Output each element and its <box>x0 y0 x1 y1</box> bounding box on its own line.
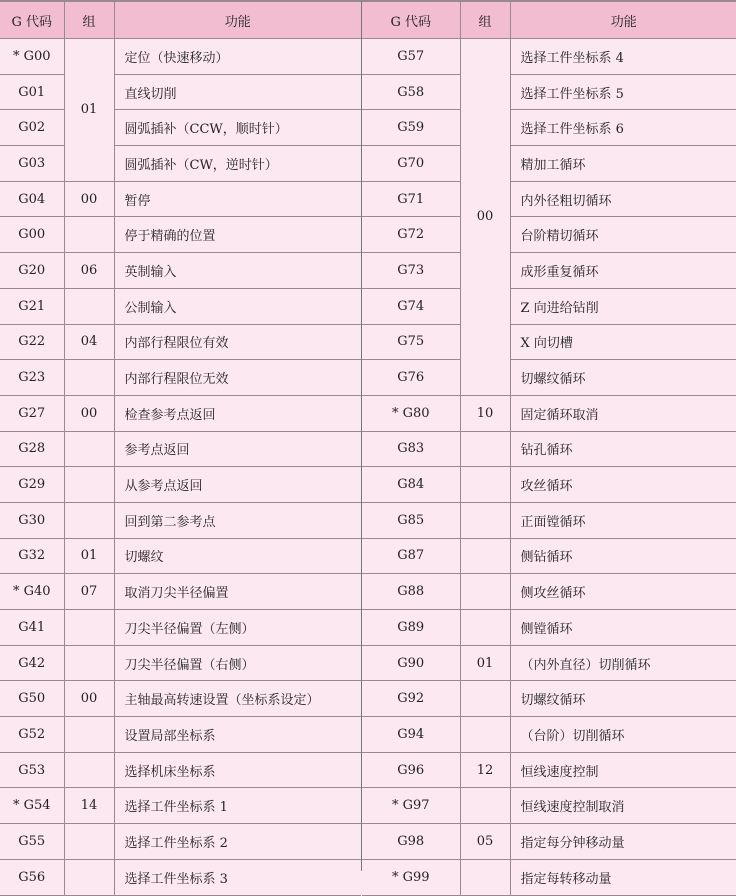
table-row <box>0 574 361 610</box>
g-code-cell: G87 <box>362 538 460 574</box>
table-row <box>362 610 736 646</box>
g-code-cell: * G54 <box>0 788 64 824</box>
table-row <box>0 39 361 75</box>
table-row <box>362 324 736 360</box>
group-cell <box>460 681 510 717</box>
table-row <box>0 324 361 360</box>
g-code-cell: G41 <box>0 610 64 646</box>
table-row <box>0 360 361 396</box>
function-cell: 参考点返回 <box>114 431 361 467</box>
g-code-cell: G59 <box>362 110 460 146</box>
table-row <box>362 859 736 895</box>
group-cell <box>64 824 114 860</box>
g-code-cell: G92 <box>362 681 460 717</box>
g-code-cell: G04 <box>0 181 64 217</box>
table-row <box>0 859 361 895</box>
group-cell <box>64 288 114 324</box>
group-cell <box>64 217 114 253</box>
table-row <box>362 574 736 610</box>
g-code-cell: G23 <box>0 360 64 396</box>
function-cell: 停于精确的位置 <box>114 217 361 253</box>
group-cell: 00 <box>64 395 114 431</box>
function-cell: （台阶）切削循环 <box>510 717 736 753</box>
group-cell: 00 <box>460 39 510 396</box>
g-code-cell: G32 <box>0 538 64 574</box>
function-cell: 直线切削 <box>114 74 361 110</box>
function-cell: 台阶精切循环 <box>510 217 736 253</box>
function-cell: 侧钻循环 <box>510 538 736 574</box>
function-cell: 取消刀尖半径偏置 <box>114 574 361 610</box>
function-cell: 固定循环取消 <box>510 395 736 431</box>
g-code-cell: G00 <box>0 217 64 253</box>
g-code-cell: G28 <box>0 431 64 467</box>
g-code-cell: G52 <box>0 717 64 753</box>
function-cell: 内部行程限位无效 <box>114 360 361 396</box>
group-cell <box>460 574 510 610</box>
g-code-cell: G58 <box>362 74 460 110</box>
g-code-cell: G70 <box>362 146 460 182</box>
group-cell: 01 <box>64 39 114 182</box>
g-code-cell: * G99 <box>362 859 460 895</box>
g-code-cell: G89 <box>362 610 460 646</box>
function-cell: 恒线速度控制 <box>510 752 736 788</box>
group-cell <box>460 538 510 574</box>
g-code-cell: G03 <box>0 146 64 182</box>
table-row <box>0 74 361 110</box>
group-cell: 01 <box>64 538 114 574</box>
group-cell <box>460 431 510 467</box>
table-row <box>362 467 736 503</box>
table-row <box>362 39 736 75</box>
table-row <box>362 824 736 860</box>
group-cell <box>64 467 114 503</box>
function-cell: 从参考点返回 <box>114 467 361 503</box>
table-row <box>0 110 361 146</box>
group-cell: 12 <box>460 752 510 788</box>
table-row <box>0 181 361 217</box>
g-code-cell: G76 <box>362 360 460 396</box>
function-cell: Z 向进给钻削 <box>510 288 736 324</box>
group-cell: 14 <box>64 788 114 824</box>
g-code-cell: G30 <box>0 502 64 538</box>
g-code-cell: G85 <box>362 502 460 538</box>
table-row <box>0 538 361 574</box>
function-cell: 切螺纹 <box>114 538 361 574</box>
g-code-cell: G20 <box>0 253 64 289</box>
table-row <box>0 752 361 788</box>
function-cell: （内外直径）切削循环 <box>510 645 736 681</box>
table-row <box>362 146 736 182</box>
table-row <box>0 146 361 182</box>
table-row <box>0 788 361 824</box>
g-code-cell: G42 <box>0 645 64 681</box>
function-cell: 选择工件坐标系 1 <box>114 788 361 824</box>
g-code-cell: G71 <box>362 181 460 217</box>
table-row <box>362 538 736 574</box>
function-cell: 选择工件坐标系 4 <box>510 39 736 75</box>
function-cell: 内外径粗切循环 <box>510 181 736 217</box>
table-row <box>362 110 736 146</box>
g-code-cell: G01 <box>0 74 64 110</box>
function-cell: 指定每分钟移动量 <box>510 824 736 860</box>
table-row <box>0 502 361 538</box>
g-code-cell: * G97 <box>362 788 460 824</box>
g-code-cell: G02 <box>0 110 64 146</box>
table-row <box>362 717 736 753</box>
function-cell: X 向切槽 <box>510 324 736 360</box>
group-cell: 00 <box>64 181 114 217</box>
table-row <box>0 217 361 253</box>
group-cell <box>64 859 114 895</box>
function-cell: 切螺纹循环 <box>510 360 736 396</box>
group-cell <box>64 717 114 753</box>
group-cell: 05 <box>460 824 510 860</box>
table-row <box>362 681 736 717</box>
g-code-cell: G73 <box>362 253 460 289</box>
group-cell <box>460 467 510 503</box>
function-cell: 攻丝循环 <box>510 467 736 503</box>
g-code-cell: G72 <box>362 217 460 253</box>
table-row <box>0 645 361 681</box>
table-row <box>362 288 736 324</box>
table-row <box>0 717 361 753</box>
table-row <box>362 431 736 467</box>
g-code-cell: G22 <box>0 324 64 360</box>
table-row <box>0 610 361 646</box>
group-cell: 07 <box>64 574 114 610</box>
table-row <box>0 824 361 860</box>
function-cell: 成形重复循环 <box>510 253 736 289</box>
function-cell: 选择工件坐标系 6 <box>510 110 736 146</box>
function-cell: 精加工循环 <box>510 146 736 182</box>
function-cell: 钻孔循环 <box>510 431 736 467</box>
g-code-cell: G90 <box>362 645 460 681</box>
g-code-cell: G88 <box>362 574 460 610</box>
g-code-cell: G75 <box>362 324 460 360</box>
g-code-cell: G21 <box>0 288 64 324</box>
g-code-cell: * G00 <box>0 39 64 75</box>
group-cell <box>64 610 114 646</box>
left-table-panel <box>0 1 361 887</box>
function-cell: 刀尖半径偏置（左侧） <box>114 610 361 646</box>
function-cell: 指定每转移动量 <box>510 859 736 895</box>
function-cell: 侧攻丝循环 <box>510 574 736 610</box>
group-cell: 00 <box>64 681 114 717</box>
group-cell: 04 <box>64 324 114 360</box>
table-row <box>362 395 736 431</box>
g-code-cell: G83 <box>362 431 460 467</box>
table-row <box>0 395 361 431</box>
g-code-cell: G84 <box>362 467 460 503</box>
g-code-cell: G27 <box>0 395 64 431</box>
function-cell: 公制输入 <box>114 288 361 324</box>
group-cell <box>64 360 114 396</box>
header-group: 组 <box>64 2 114 39</box>
g-code-cell: G98 <box>362 824 460 860</box>
group-cell <box>460 502 510 538</box>
g-code-cell: G94 <box>362 717 460 753</box>
function-cell: 回到第二参考点 <box>114 502 361 538</box>
function-cell: 选择机床坐标系 <box>114 752 361 788</box>
table-row <box>0 467 361 503</box>
header-group: 组 <box>460 2 510 39</box>
group-cell <box>460 859 510 895</box>
function-cell: 检查参考点返回 <box>114 395 361 431</box>
function-cell: 设置局部坐标系 <box>114 717 361 753</box>
table-row <box>0 288 361 324</box>
group-cell: 06 <box>64 253 114 289</box>
group-cell <box>64 645 114 681</box>
g-code-cell: G56 <box>0 859 64 895</box>
function-cell: 暂停 <box>114 181 361 217</box>
g-code-cell: G74 <box>362 288 460 324</box>
function-cell: 切螺纹循环 <box>510 681 736 717</box>
group-cell <box>64 431 114 467</box>
right-table-panel <box>361 1 736 887</box>
g-code-cell: G57 <box>362 39 460 75</box>
table-row <box>0 681 361 717</box>
g-code-cell: G55 <box>0 824 64 860</box>
g-code-cell: G50 <box>0 681 64 717</box>
g-code-cell: G96 <box>362 752 460 788</box>
header-row <box>0 2 361 39</box>
left-table <box>0 1 361 896</box>
function-cell: 恒线速度控制取消 <box>510 788 736 824</box>
group-cell: 01 <box>460 645 510 681</box>
function-cell: 内部行程限位有效 <box>114 324 361 360</box>
header-row <box>362 2 736 39</box>
table-row <box>362 502 736 538</box>
function-cell: 选择工件坐标系 2 <box>114 824 361 860</box>
table-row <box>362 181 736 217</box>
function-cell: 英制输入 <box>114 253 361 289</box>
table-row <box>0 431 361 467</box>
table-row <box>362 360 736 396</box>
table-row <box>362 74 736 110</box>
table-row <box>362 788 736 824</box>
group-cell <box>460 717 510 753</box>
function-cell: 选择工件坐标系 3 <box>114 859 361 895</box>
group-cell <box>64 502 114 538</box>
g-code-cell: * G40 <box>0 574 64 610</box>
function-cell: 侧镗循环 <box>510 610 736 646</box>
table-row <box>362 217 736 253</box>
function-cell: 圆弧插补（CCW，顺时针） <box>114 110 361 146</box>
table-row <box>362 645 736 681</box>
table-row <box>362 752 736 788</box>
function-cell: 定位（快速移动） <box>114 39 361 75</box>
function-cell: 主轴最高转速设置（坐标系设定） <box>114 681 361 717</box>
header-function: 功能 <box>510 2 736 39</box>
g-code-cell: G29 <box>0 467 64 503</box>
header-code: G 代码 <box>0 2 64 39</box>
group-cell <box>460 788 510 824</box>
table-row <box>0 253 361 289</box>
group-cell <box>64 752 114 788</box>
header-code: G 代码 <box>362 2 460 39</box>
function-cell: 圆弧插补（CW，逆时针） <box>114 146 361 182</box>
function-cell: 正面镗循环 <box>510 502 736 538</box>
g-code-cell: G53 <box>0 752 64 788</box>
g-code-cell: * G80 <box>362 395 460 431</box>
function-cell: 刀尖半径偏置（右侧） <box>114 645 361 681</box>
table-row <box>362 253 736 289</box>
right-table <box>362 1 736 896</box>
group-cell: 10 <box>460 395 510 431</box>
group-cell <box>460 610 510 646</box>
header-function: 功能 <box>114 2 361 39</box>
function-cell: 选择工件坐标系 5 <box>510 74 736 110</box>
